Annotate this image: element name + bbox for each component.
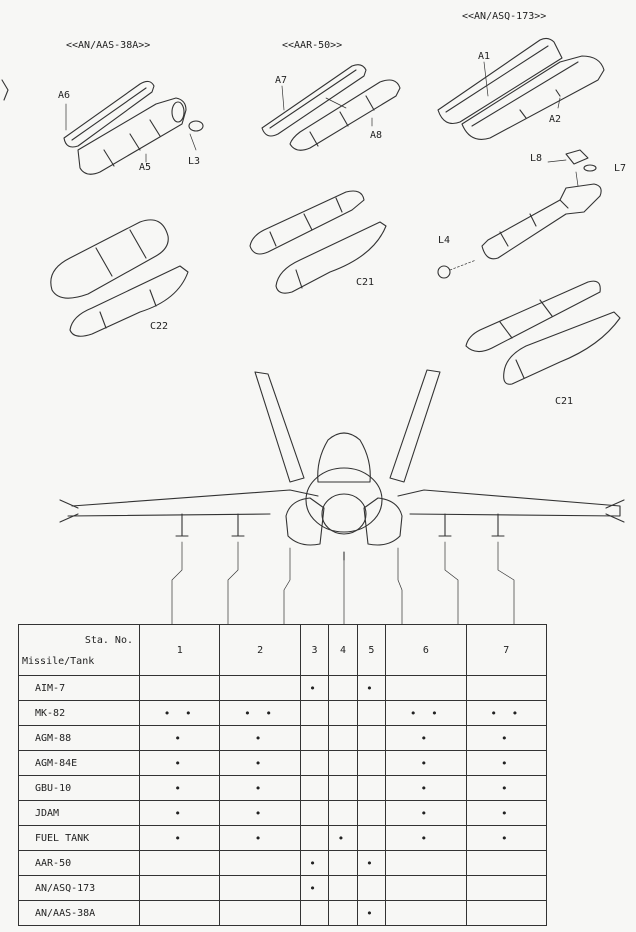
station-mark — [300, 701, 328, 726]
station-mark: • — [386, 751, 466, 776]
station-mark — [329, 851, 357, 876]
station-mark — [386, 901, 466, 926]
station-mark — [300, 726, 328, 751]
station-mark: • — [386, 826, 466, 851]
table-row — [19, 851, 547, 876]
station-mark: • — [140, 751, 220, 776]
part-c21-right — [504, 312, 620, 384]
station-mark: • • — [140, 701, 220, 726]
station-mark: • — [300, 876, 328, 901]
station-leader-lines — [172, 542, 514, 624]
store-name: AIM-7 — [19, 676, 140, 701]
missile-tank-label: Missile/Tank — [22, 656, 95, 667]
station-mark: • • — [220, 701, 300, 726]
station-mark: • — [300, 676, 328, 701]
label-a1: A1 — [478, 51, 491, 62]
part-a2 — [462, 56, 604, 139]
label-a5: A5 — [139, 162, 152, 173]
station-mark — [466, 901, 546, 926]
store-name: GBU-10 — [19, 776, 140, 801]
table-row — [19, 726, 547, 751]
station-mark: • — [357, 851, 385, 876]
station-mark — [329, 901, 357, 926]
station-header: 7 — [466, 625, 546, 676]
table-row — [19, 676, 547, 701]
station-mark — [300, 801, 328, 826]
label-l3: L3 — [188, 156, 201, 167]
station-mark: • — [140, 726, 220, 751]
station-mark — [466, 851, 546, 876]
station-mark: • — [220, 776, 300, 801]
station-header: 4 — [329, 625, 357, 676]
station-mark: • • — [386, 701, 466, 726]
station-mark — [220, 876, 300, 901]
part-asq173-assembled — [482, 160, 601, 259]
store-name: FUEL TANK — [19, 826, 140, 851]
label-a7: A7 — [275, 75, 288, 86]
station-mark: • — [220, 751, 300, 776]
store-name: AAR-50 — [19, 851, 140, 876]
station-mark: • — [466, 751, 546, 776]
part-a5 — [78, 98, 186, 174]
station-mark — [329, 726, 357, 751]
table-row — [19, 826, 547, 851]
station-mark: • — [140, 776, 220, 801]
station-mark — [300, 751, 328, 776]
station-mark: • — [329, 826, 357, 851]
station-mark: • — [466, 826, 546, 851]
part-a1 — [438, 38, 562, 123]
station-mark — [140, 851, 220, 876]
header-corner-cell — [19, 625, 140, 676]
label-l8: L8 — [530, 153, 543, 164]
table-row — [19, 776, 547, 801]
station-mark: • • — [466, 701, 546, 726]
station-mark — [329, 801, 357, 826]
store-name: AN/AAS-38A — [19, 901, 140, 926]
part-l8 — [566, 150, 588, 164]
station-mark: • — [466, 726, 546, 751]
station-mark: • — [220, 726, 300, 751]
part-a6 — [64, 81, 154, 147]
part-l3 — [189, 121, 203, 131]
part-missile-mid — [250, 191, 364, 254]
store-name: AGM-84E — [19, 751, 140, 776]
station-mark — [220, 676, 300, 701]
station-mark — [300, 826, 328, 851]
station-mark — [300, 901, 328, 926]
store-name: MK-82 — [19, 701, 140, 726]
stores-table — [18, 624, 547, 926]
station-mark — [329, 876, 357, 901]
station-mark — [140, 876, 220, 901]
station-mark — [357, 751, 385, 776]
table-row — [19, 701, 547, 726]
table-row — [19, 801, 547, 826]
part-c22 — [70, 266, 188, 336]
table-header-row — [19, 625, 547, 676]
station-mark: • — [220, 801, 300, 826]
station-mark: • — [466, 776, 546, 801]
table-row — [19, 751, 547, 776]
station-mark — [357, 726, 385, 751]
store-name: JDAM — [19, 801, 140, 826]
station-mark: • — [386, 726, 466, 751]
station-header: 6 — [386, 625, 466, 676]
part-fuel-tank — [51, 220, 168, 298]
label-c21-mid: C21 — [356, 277, 375, 288]
store-name: AGM-88 — [19, 726, 140, 751]
label-l4: L4 — [438, 235, 451, 246]
table-row — [19, 901, 547, 926]
station-mark: • — [386, 801, 466, 826]
station-header: 3 — [300, 625, 328, 676]
station-mark — [357, 801, 385, 826]
group-title-asq173: <<AN/ASQ-173>> — [462, 11, 547, 22]
station-mark: • — [220, 826, 300, 851]
station-mark — [386, 676, 466, 701]
station-header: 1 — [140, 625, 220, 676]
station-mark — [140, 676, 220, 701]
station-mark — [466, 676, 546, 701]
station-mark — [357, 826, 385, 851]
station-mark: • — [357, 901, 385, 926]
part-missile-right — [466, 281, 600, 351]
sta-no-label: Sta. No. — [84, 635, 133, 646]
label-a8: A8 — [370, 130, 383, 141]
station-mark: • — [466, 801, 546, 826]
station-mark: • — [140, 826, 220, 851]
station-mark — [386, 851, 466, 876]
store-name: AN/ASQ-173 — [19, 876, 140, 901]
label-c21-right: C21 — [555, 396, 574, 407]
station-mark: • — [300, 851, 328, 876]
station-mark: • — [357, 676, 385, 701]
station-mark: • — [386, 776, 466, 801]
station-mark — [466, 876, 546, 901]
part-l7 — [584, 165, 596, 171]
label-a6: A6 — [58, 90, 71, 101]
group-title-aar50: <<AAR-50>> — [282, 40, 343, 51]
label-a2: A2 — [549, 114, 562, 125]
table-row — [19, 876, 547, 901]
part-l4 — [438, 266, 450, 278]
station-mark: • — [140, 801, 220, 826]
station-mark — [329, 701, 357, 726]
station-mark — [357, 876, 385, 901]
station-header: 2 — [220, 625, 300, 676]
label-l7: L7 — [614, 163, 627, 174]
station-mark — [329, 776, 357, 801]
group-title-aas38a: <<AN/AAS-38A>> — [66, 40, 151, 51]
aircraft-front-view — [60, 370, 624, 560]
label-c22: C22 — [150, 321, 169, 332]
station-mark — [329, 751, 357, 776]
station-mark — [220, 901, 300, 926]
station-mark — [357, 776, 385, 801]
station-mark — [220, 851, 300, 876]
station-mark — [329, 676, 357, 701]
station-header: 5 — [357, 625, 385, 676]
station-mark — [300, 776, 328, 801]
station-mark — [386, 876, 466, 901]
station-mark — [357, 701, 385, 726]
station-mark — [140, 901, 220, 926]
